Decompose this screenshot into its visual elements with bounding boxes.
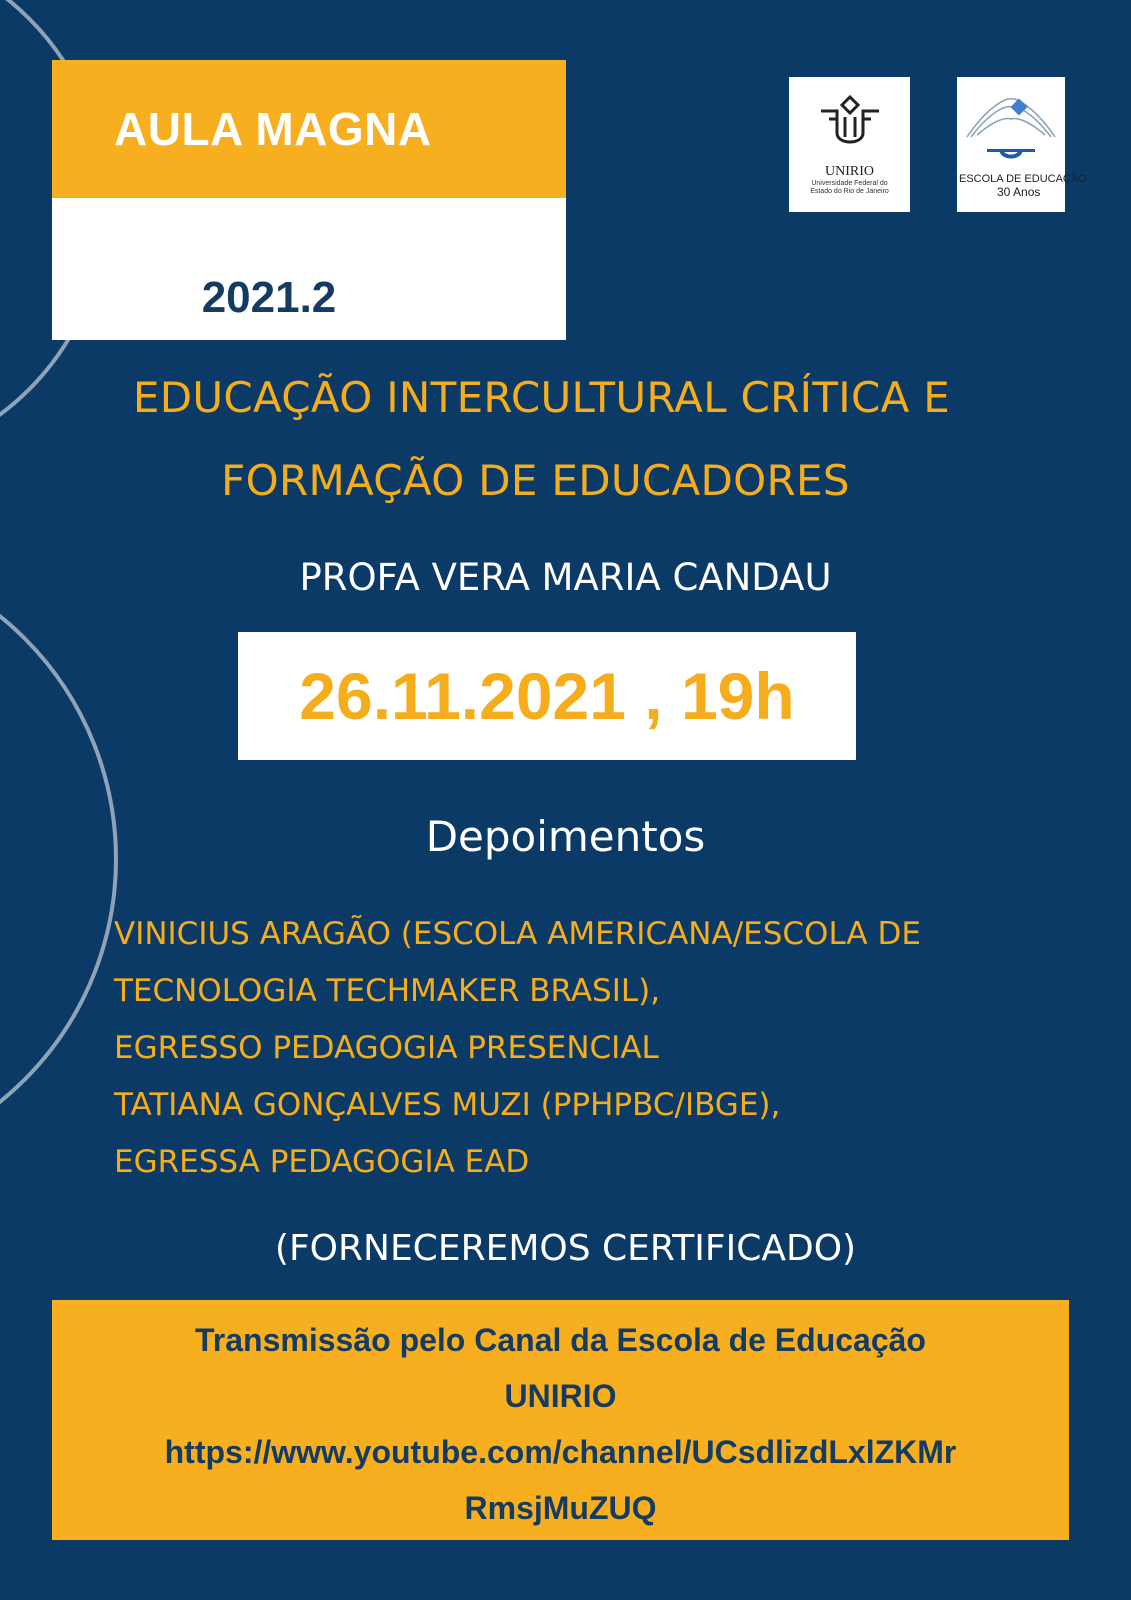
stream-info-box [52,1300,1069,1540]
escola-years: 30 Anos [997,185,1041,199]
speaker-name: PROFA VERA MARIA CANDAU [299,556,832,599]
unirio-subtitle: Estado do Rio de Janeiro [810,188,889,195]
unirio-name: UNIRIO [825,164,874,179]
event-header [52,60,566,340]
date-banner [238,632,856,760]
unirio-subtitle: Universidade Federal do [811,180,888,187]
stream-text: Transmissão pelo Canal da Escola de Educação [195,1322,926,1358]
escola-name: ESCOLA DE EDUCAÇÃO [959,173,1087,185]
stream-url[interactable]: https://www.youtube.com/channel/UCsdlizdLxlZKMr [164,1434,957,1470]
unirio-logo [789,77,910,212]
semester-banner [52,198,566,340]
testimonial-line: TECNOLOGIA TECHMAKER BRASIL), [114,973,661,1009]
testimonial-line: EGRESSO PEDAGOGIA PRESENCIAL [114,1030,659,1066]
event-date: 26.11.2021 , 19h [299,659,795,733]
testimonials-list [114,906,921,1191]
event-label: AULA MAGNA [114,103,432,155]
testimonial-line: EGRESSA PEDAGOGIA EAD [114,1144,530,1180]
semester: 2021.2 [201,273,337,322]
unirio-emblem-icon [815,93,885,153]
testimonials-heading: Depoimentos [425,812,706,861]
stream-url[interactable]: RmsjMuZUQ [464,1490,657,1526]
lecture-title-line-2: FORMAÇÃO DE EDUCADORES [221,456,850,505]
escola-logo [957,77,1087,212]
certificate-note: (FORNECEREMOS CERTIFICADO) [274,1228,857,1269]
event-label-banner [52,60,566,198]
testimonial-line: VINICIUS ARAGÃO (ESCOLA AMERICANA/ESCOLA DE [114,916,921,952]
testimonial-line: TATIANA GONÇALVES MUZI (PPHPBC/IBGE), [114,1087,781,1123]
stream-text: UNIRIO [504,1378,617,1414]
open-book-icon [957,77,1065,167]
lecture-title-line-1: EDUCAÇÃO INTERCULTURAL CRÍTICA E [132,373,951,422]
